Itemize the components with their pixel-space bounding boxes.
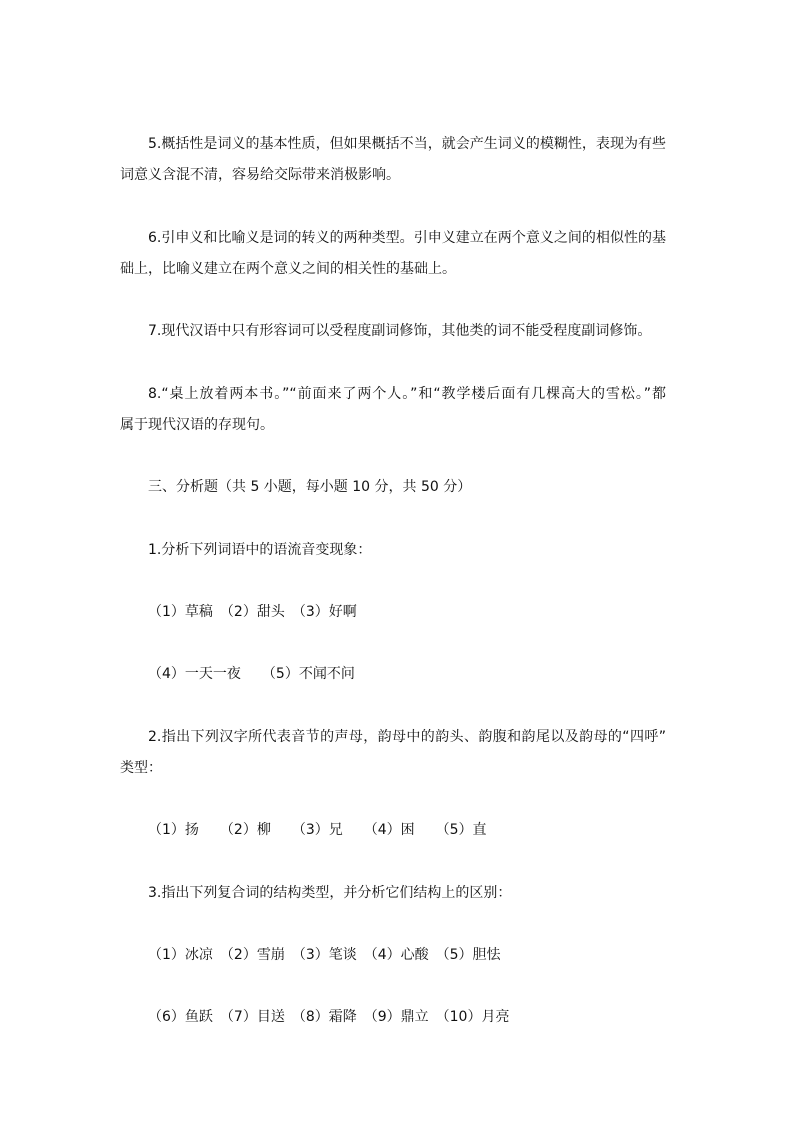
analysis-1-prompt: 1.分析下列词语中的语流音变现象： — [148, 542, 372, 558]
section-3-heading: 三、分析题（共 5 小题，每小题 10 分，共 50 分） — [148, 479, 472, 495]
analysis-3-row-1: （1）冰凉 （2）雪崩 （3）笔谈 （4）心酸 （5）胆怯 — [148, 947, 501, 963]
analysis-2-prompt-line-2: 类型： — [120, 760, 162, 776]
analysis-1-row-1: （1）草稿 （2）甜头 （3）好啊 — [148, 604, 357, 620]
item-8-line-1: 8.“桌上放着两本书。”“前面来了两个人。”和“教学楼后面有几棵高大的雪松。”都 — [148, 386, 666, 402]
analysis-3-row-2: （6）鱼跃 （7）目送 （8）霜降 （9）鼎立 （10）月亮 — [148, 1009, 510, 1025]
analysis-2-row-1: （1）扬 （2）柳 （3）兄 （4）困 （5）直 — [148, 822, 487, 838]
item-7-line-1: 7.现代汉语中只有形容词可以受程度副词修饰，其他类的词不能受程度副词修饰。 — [148, 323, 652, 339]
analysis-3-prompt: 3.指出下列复合词的结构类型，并分析它们结构上的区别： — [148, 885, 512, 901]
item-8-line-2: 属于现代汉语的存现句。 — [120, 417, 274, 433]
item-5-line-2: 词意义含混不清，容易给交际带来消极影响。 — [120, 167, 400, 183]
item-5-line-1: 5.概括性是词义的基本性质，但如果概括不当，就会产生词义的模糊性，表现为有些 — [148, 136, 666, 152]
analysis-2-prompt-line-1: 2.指出下列汉字所代表音节的声母，韵母中的韵头、韵腹和韵尾以及韵母的“四呼” — [148, 729, 666, 745]
item-6-line-2: 础上，比喻义建立在两个意义之间的相关性的基础上。 — [120, 261, 456, 277]
item-6-line-1: 6.引申义和比喻义是词的转义的两种类型。引申义建立在两个意义之间的相似性的基 — [148, 230, 666, 246]
analysis-1-row-2: （4）一天一夜 （5）不闻不问 — [148, 666, 355, 682]
